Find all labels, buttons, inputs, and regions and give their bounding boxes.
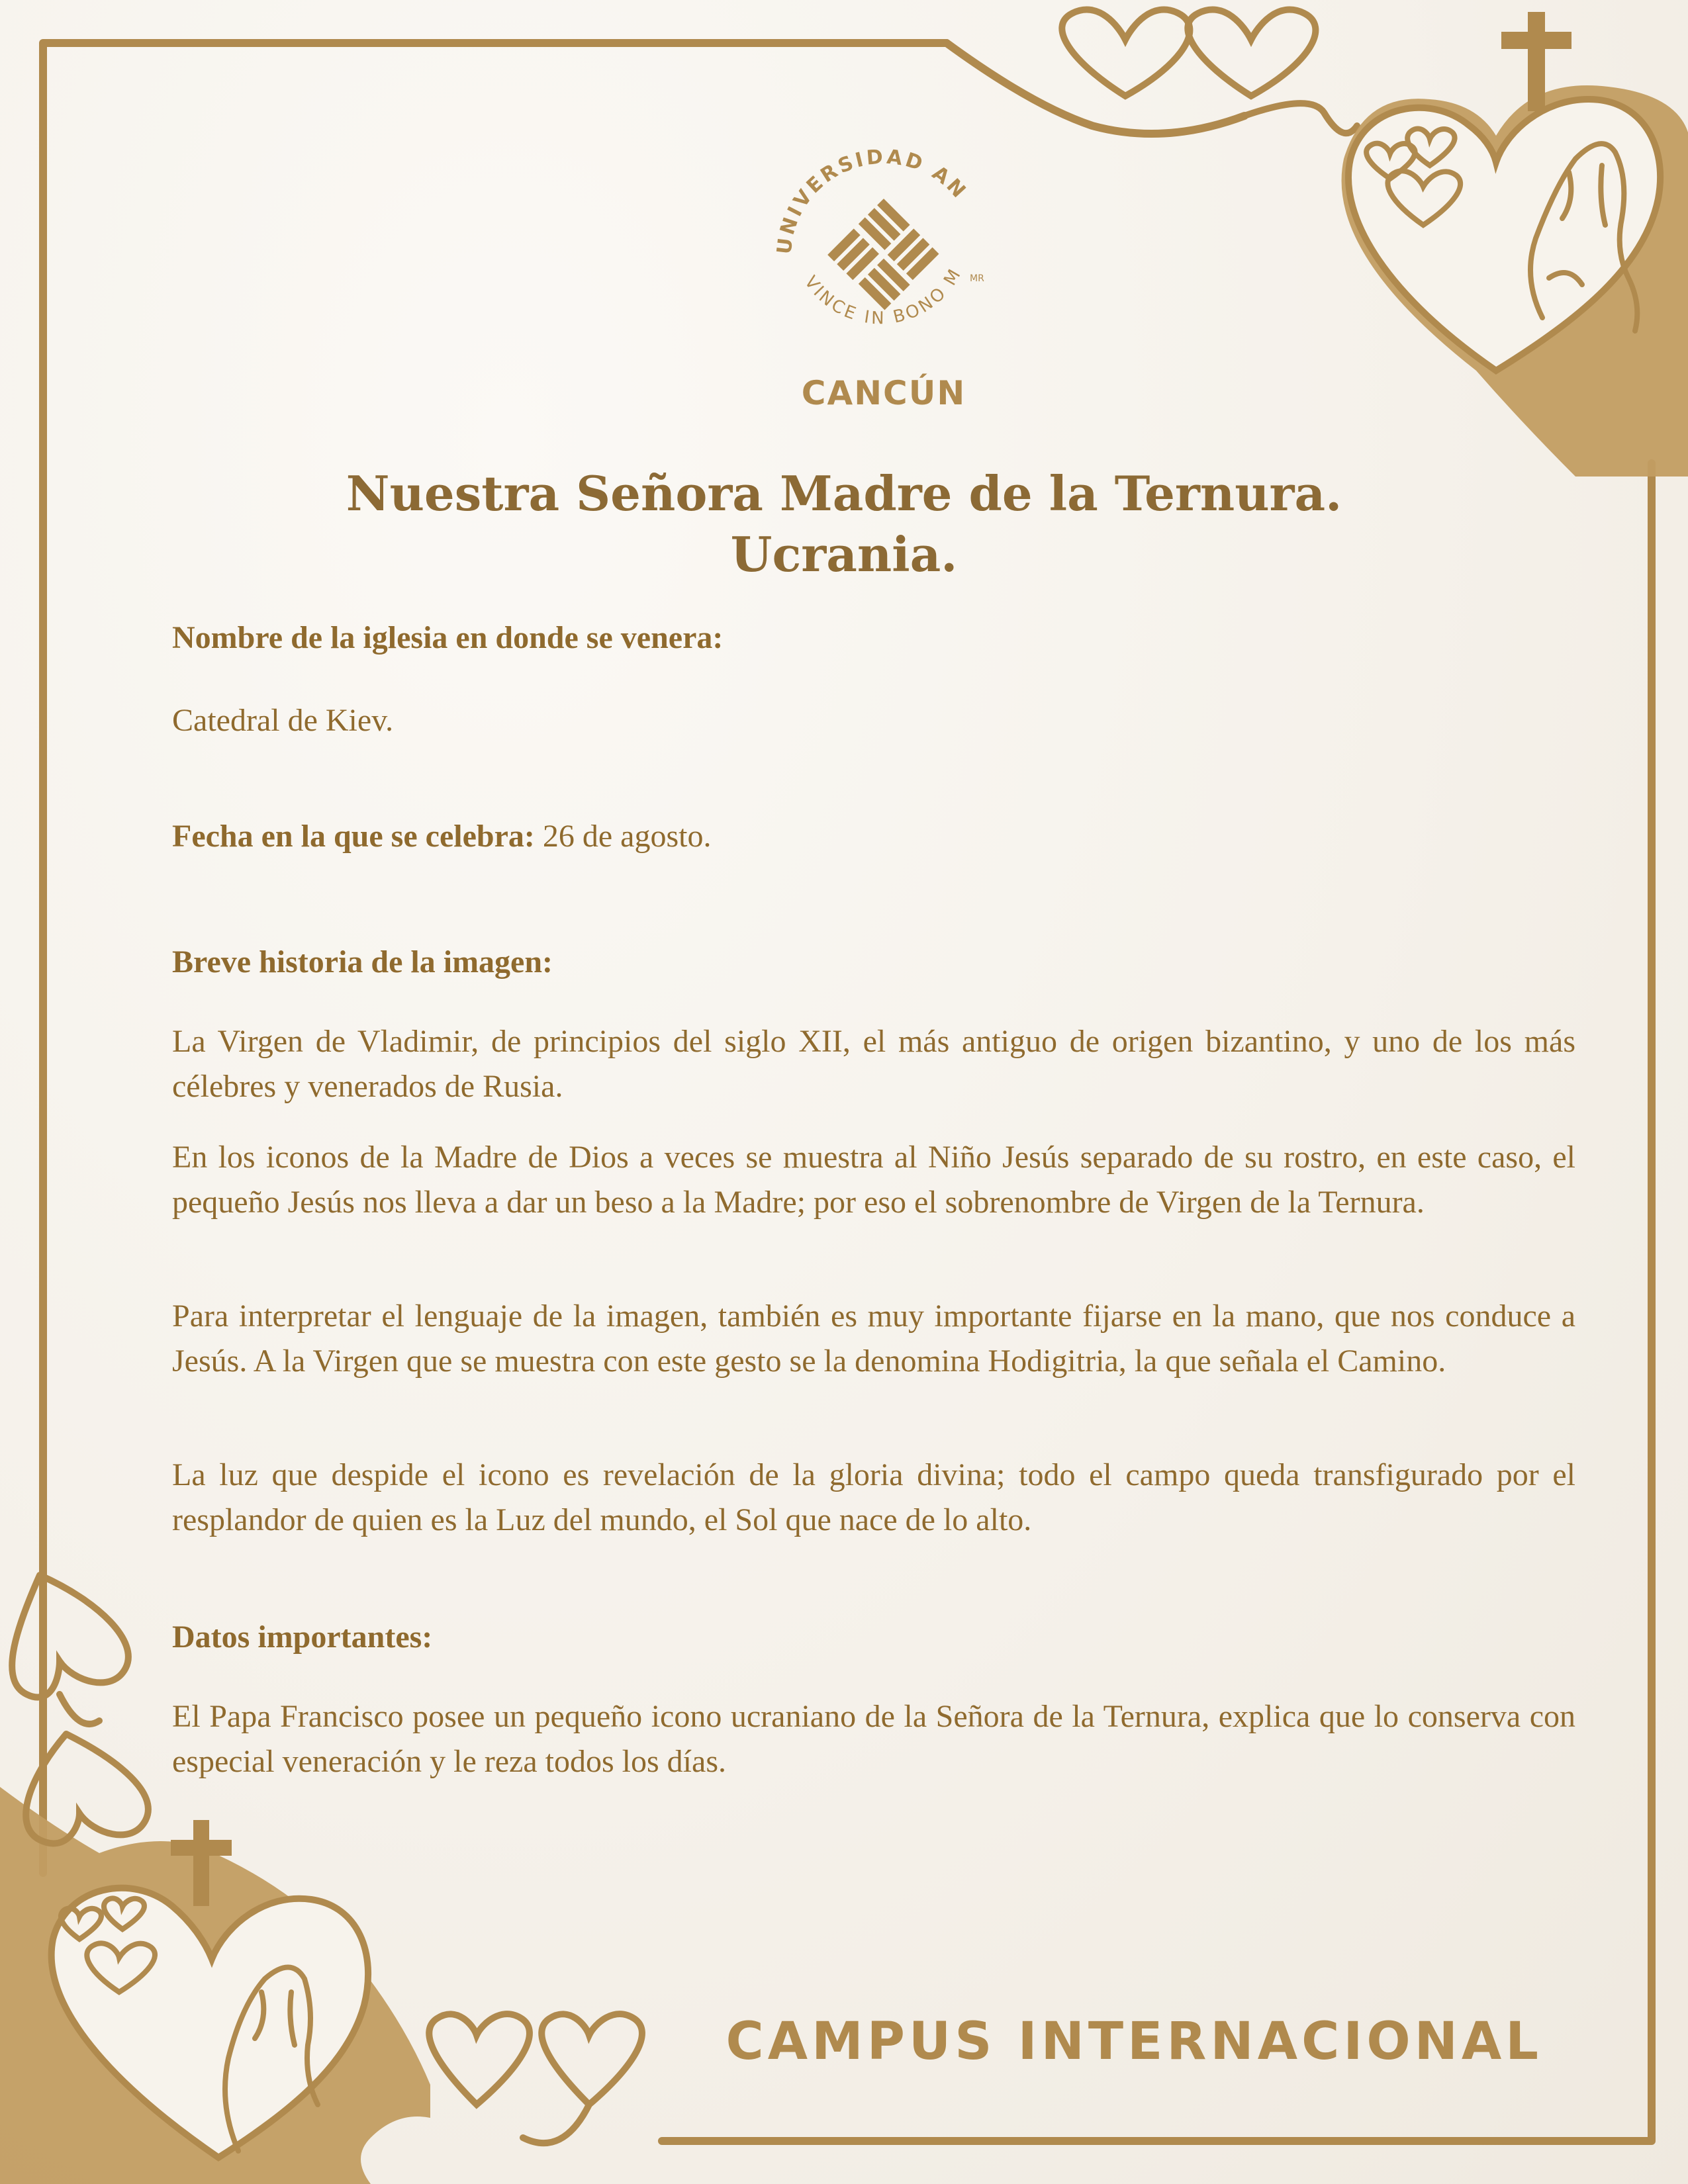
title-line-2: Ucrania.: [730, 526, 958, 582]
date-heading: Fecha en la que se celebra:: [172, 819, 535, 854]
campus-footer: CAMPUS INTERNACIONAL: [726, 2012, 1542, 2071]
bottom-left-heart-medallion: [0, 1787, 430, 2184]
top-right-heart-medallion: [1342, 0, 1688, 477]
facts-paragraph: El Papa Francisco posee un pequeño icono ucraniano de la Señora de la Ternura, explica que lo conserva con especial veneración y le reza todos los días.: [172, 1699, 1575, 1779]
logo-arc-bottom: VINCE IN BONO M: [800, 263, 966, 329]
bottom-hearts-doodle: [429, 2014, 642, 2143]
logo-seal: [751, 129, 1016, 367]
history-heading: Breve historia de la imagen:: [172, 944, 553, 979]
logo-city: CANCÚN: [801, 374, 966, 412]
church-value: Catedral de Kiev.: [172, 703, 394, 738]
title-line-1: Nuestra Señora Madre de la Ternura.: [346, 465, 1342, 522]
date-line: [172, 814, 1575, 859]
history-paragraph-1: La Virgen de Vladimir, de principios del siglo XII, el más antiguo de origen bizantino, y uno de los más célebres y venerados de Rusia.: [172, 1024, 1575, 1104]
history-paragraph-2: En los iconos de la Madre de Dios a veces se muestra al Niño Jesús separado de su rostro, en este caso, el pequeño Jesús nos lleva a dar un beso a la Madre; por eso el sobrenombre de Virgen de la Ternura.: [172, 1140, 1575, 1220]
history-paragraph-3: Para interpretar el lenguaje de la imagen, también es muy importante fijarse en la mano, que nos conduce a Jesús. A la Virgen que se muestra con este gesto se la denomina Hodigitria, la que señala el Camino.: [172, 1298, 1575, 1379]
left-hearts-doodle: [12, 1575, 148, 1843]
facts-heading: Datos importantes:: [172, 1619, 433, 1655]
logo-woven-emblem: [827, 199, 940, 311]
logo-arc-top: UNIVERSIDAD AN: [773, 145, 972, 255]
church-heading: Nombre de la iglesia en donde se venera:: [172, 620, 724, 655]
top-hearts-doodle: [1062, 10, 1357, 134]
logo-trademark: MR: [970, 273, 984, 284]
date-value: 26 de agosto.: [534, 819, 712, 854]
history-paragraph-4: La luz que despide el icono es revelación de la gloria divina; todo el campo queda transfigurado por el resplandor de quien es la Luz del mundo, el Sol que nace de lo alto.: [172, 1457, 1575, 1537]
university-logo: [751, 129, 1016, 412]
page-title: [199, 463, 1489, 585]
